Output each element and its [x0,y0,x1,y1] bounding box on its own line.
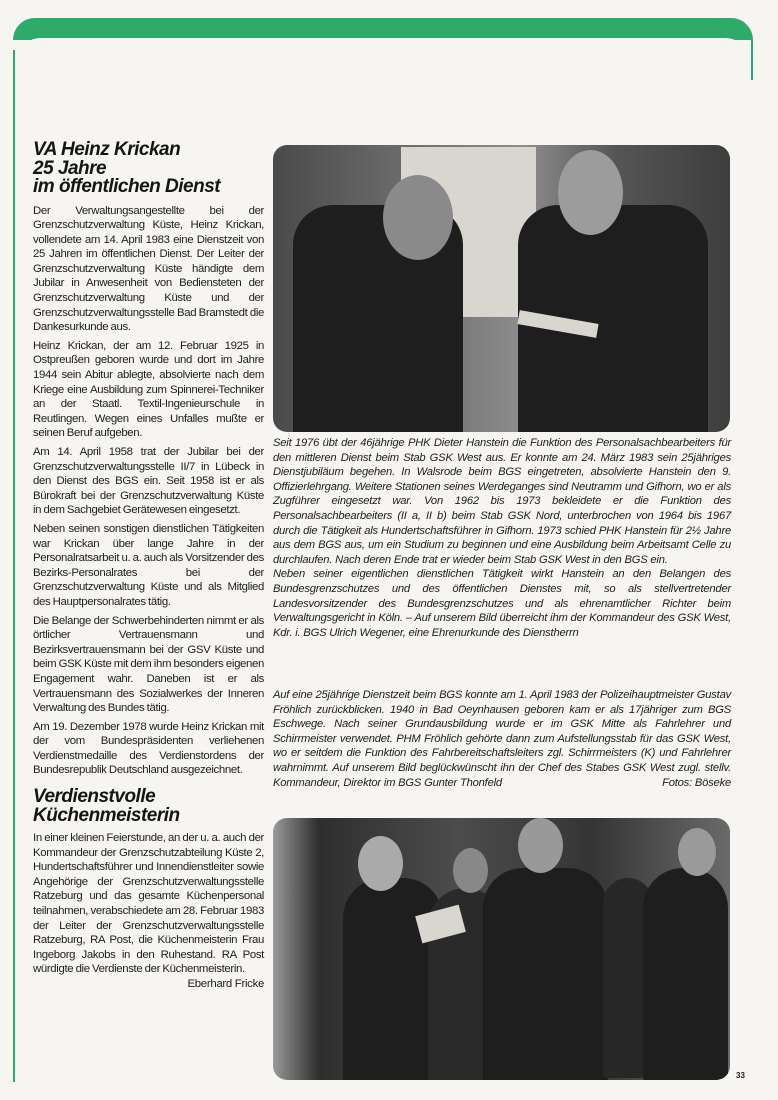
photo-hanstein-certificate [273,145,730,432]
article2-paragraph: In einer kleinen Feierstunde, an der u. a. auch der Kommandeur der Grenzschutzabteilung Küste 2, Hundertschaftsführer und Innendienstleiter sowie Angehörige der Grenzschutzverwaltungsstelle Ratzeburg und das gesamte Küchenpersonal teilnahmen, verabschiedete am 28. Februar 1983 der Leiter der Grenzschutzverwaltungsstelle Ratzeburg, RA Post, die Küchenmeisterin Frau Ingeborg Jakobs in den Ruhestand. RA Post würdigte die Verdienste der Küchenmeisterin. [33,832,264,976]
person [643,868,728,1080]
caption-text: Auf eine 25jährige Dienstzeit beim BGS konnte am 1. April 1983 der Polizeihauptmeister Gustav Fröhlich zurückblicken. 1940 in Bad Oeynhausen geboren kam er als 17jähriger zum BGS Eschwege. Nach seiner Grundausbildung wurde er im GSK Mitte als Fahrlehrer und Schirrmeister verwendet. PHM Fröhlich gehörte dann zum Aufstellungsstab für das GSK West, wo er seitdem die Funktion des Fahrbereitschaftsleiters zgl. Schirrmeisters (K) und Fahrlehrer wahrnimmt. Auf unserem Bild beglückwünscht ihn der Chef des Stabes GSK West zugl. stellv. Kommandeur, Direktor im BGS Gunter Thonfeld [273,689,731,789]
person-head [358,836,403,891]
title-line: Verdienstvolle [33,786,156,808]
article1-title [33,141,264,197]
person-head [518,818,563,873]
article2-title [33,788,264,825]
article1-paragraph: Am 19. Dezember 1978 wurde Heinz Krickan mit der vom Bundespräsidenten verliehenen Verdienstmedaille des Verdienstordens der Bundesrepublik Deutschland ausgezeichnet. [33,720,264,777]
person-head [678,828,716,876]
photo-froehlich-congratulation [273,818,730,1080]
left-column [33,141,264,992]
caption-text: Neben seiner eigentlichen dienstlichen Tätigkeit wirkt Hanstein an den Belangen des Bundesgrenzschutzes und des öffentlichen Dienstes mit, so als stellvertretender Landesvorsitzender des Bundesgrenzschutzes und als ehrenamtlicher Richter beim Verwaltungsgericht in Köln. – Auf unserem Bild überreicht ihm der Kommandeur des GSK West, Kdr. i. BGS Ulrich Wegener, eine Ehrenurkunde des Dienstherrn [273,568,731,639]
caption-text: Seit 1976 übt der 46jährige PHK Dieter Hanstein die Funktion des Personalsachbearbeiters für den mittleren Dienst beim Stab GSK West aus. Er konnte am 24. März 1983 sein 25jähriges Dienstjubiläum begehen. In Walsrode beim BGS eingetreten, absolvierte Hanstein den 9. Offizierlehrgang. Weitere Stationen seines Werdeganges sind Neutramm und Gifhorn, wo er als Zugführer eingesetzt war. Von 1962 bis 1973 bekleidete er die Funktion des Personalsachbearbeiters (II a, II b) beim Stab GSK Nord, unterbrochen von 1964 bis 1967 durch die Tätigkeit als Hundertschaftsführer in Gifhorn. 1973 schied PHK Hanstein für 2½ Jahre aus dem BGS aus, um ein Studium zu beginnen und eine Ausbildung beim Arbeitsamt Celle zu durchlaufen. Nach deren Ende trat er wieder beim Stab GSK West in den BGS ein. [273,437,731,566]
article1-paragraph: Heinz Krickan, der am 12. Februar 1925 in Ostpreußen geboren wurde und dort im Jahre 1944 sein Abitur ablegte, absolvierte nach dem Kriege eine Ausbildung zum Spinnerei-Techniker an der Staatl. Textil-Ingenieurschule in Reutlingen. Wegen eines Unfalles mußte er seinen Beruf aufgeben. [33,339,264,440]
article1-paragraph: Neben seinen sonstigen dienstlichen Tätigkeiten war Krickan über lange Jahre in der Personalratsarbeit u. a. auch als Vorsitzender des Bezirks-Personalrates bei der Grenzschutzverwaltung Küste und als Mitglied des Hauptpersonalrates tätig. [33,522,264,608]
caption-hanstein [273,436,731,640]
green-frame-top [13,18,753,40]
person [483,868,608,1080]
title-line: Küchenmeisterin [33,804,180,826]
article2-author: Eberhard Fricke [187,978,264,990]
caption-froehlich [273,688,731,790]
title-line: im öffentlichen Dienst [33,176,221,197]
green-frame-left [13,50,15,1082]
title-line: 25 Jahre [33,157,107,179]
article1-paragraph: Am 14. April 1958 trat der Jubilar bei der Grenzschutzverwaltungsstelle II/7 in Lübeck in den Dienst des BGS ein. Seit 1958 ist er als Bürokraft bei der Grenzschutzverwaltung Küste in dem Sachgebiet Gerätewesen eingesetzt. [33,446,264,517]
article1-paragraph: Die Belange der Schwerbehinderten nimmt er als örtlicher Vertrauensmann und Bezirksvertrauensmann bei der GSV Küste und beim GSK Küste mit dem ihm besonders eigenen Engagement wahr. Daneben ist er als Vertrauensmann des Sozialwerkes der Inneren Verwaltung des Bundes tätig. [33,614,264,715]
green-frame-right [751,40,753,80]
page-number: 33 [736,1071,745,1080]
person-left-head [383,175,453,260]
person-head [453,848,488,893]
person-right-head [558,150,623,235]
article1-paragraph: Der Verwaltungsangestellte bei der Grenzschutzverwaltung Küste, Heinz Krickan, vollendete am 14. April 1983 eine Dienstzeit von 25 Jahren im öffentlichen Dienst. Der Leiter der Grenzschutzverwaltung Küste händigte dem Jubilar in Anwesenheit von Bediensteten der Grenzschutzverwaltung Küste und der Grenzschutzverwaltungsstelle Bad Bramstedt die Dankesurkunde aus. [33,204,264,334]
title-line: VA Heinz Krickan [33,139,181,160]
photo-credit: Fotos: Böseke [662,776,731,789]
